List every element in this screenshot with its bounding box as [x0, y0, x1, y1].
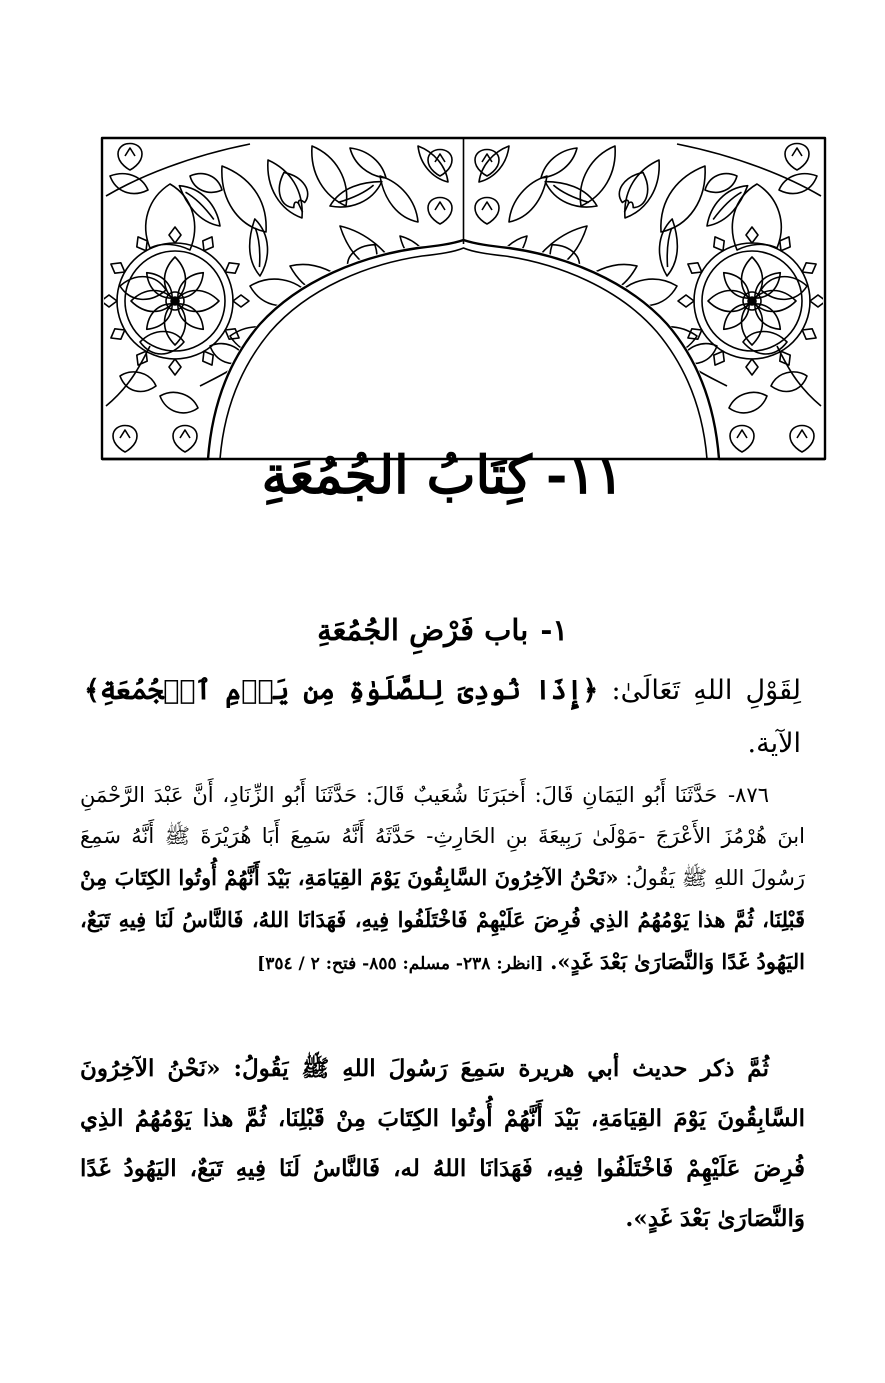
chapter-title-text: باب فَرْضِ الجُمُعَةِ [317, 613, 529, 647]
verse-suffix: الآية. [747, 728, 801, 759]
hadith-number: ٨٧٦- [728, 783, 769, 807]
arabesque-ornament [100, 136, 827, 461]
hadith-matn: «نَحْنُ الآخِرُونَ السَّابِقُونَ يَوْمَ القِيَامَةِ، بَيْدَ أَنَّهُمْ أُوتُوا الكِتَابَ مِنْ قَبْلِنَا، ثُمَّ هذا يَوْمُهُمُ الذِي فُرِضَ عَلَيْهِمْ فَاخْتَلَفُوا فِيهِ، فَهَدَانَا اللهُ، فَالنَّاسُ لَنَا فِيهِ تَبَعٌ، اليَهُودُ غَدًا وَالنَّصَارَىٰ بَعْدَ غَدٍ». [80, 865, 805, 974]
chapter-heading [0, 608, 885, 652]
hadith-reference: [انظر: ٢٣٨- مسلم: ٨٥٥- فتح: ٢ / ٣٥٤] [257, 954, 544, 974]
verse-intro: لِقَوْلِ اللهِ تَعَالَىٰ: [611, 675, 801, 706]
commentary-block [80, 1044, 805, 1244]
chapter-number: ١- [540, 613, 568, 647]
hadith-block [80, 775, 805, 985]
hadith-isnad: حَدَّثَنَا أَبُو اليَمَانِ قَالَ: أَخبَرَنَا شُعَيبٌ قَالَ: حَدَّثَنَا أَبُو الزِّنَادِ، أَنَّ عَبْدَ الرَّحْمَنِ ابنَ هُرْمُزَ الأَعْرَجَ -مَوْلَىٰ رَبِيعَةَ بنِ الحَارِثِ- حَدَّثَهُ أَنَّهُ سَمِعَ أَبَا هُرَيْرَةَ ﷺ أَنَّهُ سَمِعَ رَسُولَ اللهِ ﷺ يَقُولُ: [80, 783, 805, 890]
commentary-text: ثُمَّ ذكر حديث أبي هريرة سَمِعَ رَسُولَ اللهِ ﷺ يَقُولُ: «نَحْنُ الآخِرُونَ السَّابِقُونَ يَوْمَ القِيَامَةِ، بَيْدَ أَنَّهُمْ أُوتُوا الكِتَابَ مِنْ قَبْلِنَا، ثُمَّ هذا يَوْمُهُمُ الذِي فُرِضَ عَلَيْهِمْ فَاخْتَلَفُوا فِيهِ، فَهَدَانَا اللهُ له، فَالنَّاسُ لَنَا فِيهِ تَبَعٌ، اليَهُودُ غَدًا وَالنَّصَارَىٰ بَعْدَ غَدٍ». [80, 1055, 805, 1232]
book-number: ١١- [545, 445, 624, 506]
book-title-text: كِتَابُ الجُمُعَةِ [261, 445, 532, 506]
book-title [0, 436, 885, 516]
quran-quote: ﴿إِذَا نُودِىَ لِلصَّلَوٰةِ مِن يَوۡمِ ٱلۡجُمُعَةِ﴾ [84, 675, 599, 706]
verse-block [84, 664, 801, 770]
